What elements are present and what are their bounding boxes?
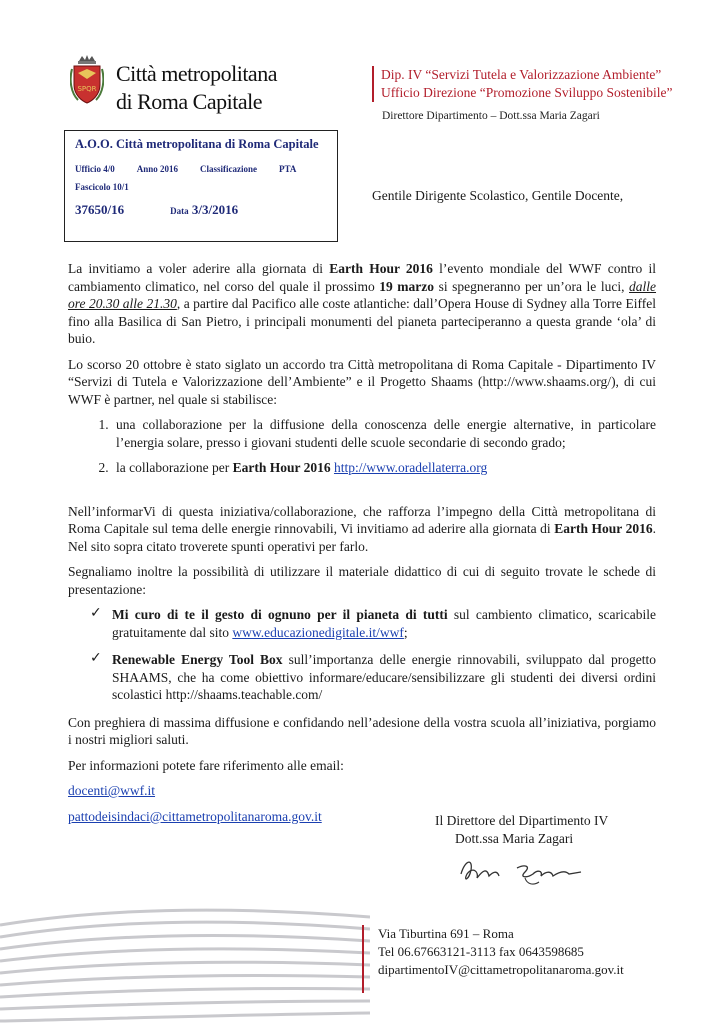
handwritten-signature [455, 852, 585, 890]
earth-hour-strong: Earth Hour 2016 [554, 521, 653, 536]
time-emphasis: dalle ore 20.30 alle 21.30 [68, 278, 657, 311]
email-link-pattodeisindaci[interactable]: pattodeisindaci@cittametropolitanaroma.gov.it [68, 808, 322, 824]
protocol-classificazione: Classificazione [200, 164, 258, 174]
decorative-footer-lines [0, 895, 370, 1024]
protocol-number-row [75, 202, 327, 218]
text: l’evento mondiale del WWF contro il cambiamento climatico, nel corso del quale il prossimo [68, 261, 656, 294]
protocol-fascicolo-row [75, 182, 327, 192]
material-title: Renewable Energy Tool Box [112, 652, 283, 667]
protocol-number: 37650/16 [75, 202, 125, 217]
text: sul cambiento climatico, scaricabile gratuitamente dal sito [112, 607, 656, 640]
svg-text:SPQR: SPQR [77, 85, 97, 93]
signatory-name: Dott.ssa Maria Zagari [455, 831, 574, 846]
paragraph-agreement: Lo scorso 20 ottobre è stato siglato un accordo tra Città metropolitana di Roma Capitale - Dipartimento IV “Servizi di Tutela e Valorizzazione dell’Ambiente” e il Progetto Shaams (http://www.shaams.org/), di cui WWF è partner, nel quale si stabilisce: [68, 356, 656, 407]
text: Nell’informarVi di questa iniziativa/collaborazione, che rafforza l’impegno della Città metropolitana di Roma Capitale sul tema delle energie rinnovabili, Vi invitiamo ad aderire alla giornata di [68, 503, 656, 536]
text: . Nel sito sopra citato troverete spunti operativi per farlo. [68, 521, 656, 554]
protocol-date-label: Data [170, 206, 189, 216]
protocol-anno: Anno 2016 [136, 164, 179, 174]
footer-email-line: dipartimentoIV@cittametropolitanaroma.gov.it [378, 962, 624, 977]
text: , a partire dal Pacifico alle coste atlantiche: dall’Opera House di Sydney alla Torre Eiffel fino alla Basilica di San Pietro, i principali monumenti del pianeta parteciperanno a questa grande ‘ola’ di buio. [68, 296, 656, 346]
earth-hour-strong: Earth Hour 2016 [329, 261, 433, 276]
signatory-role: Il Direttore del Dipartimento IV [435, 813, 609, 828]
letter-body [68, 260, 656, 833]
material-title: Mi curo di te il gesto di ognuno per il pianeta di tutti [112, 607, 448, 622]
materials-list [68, 606, 656, 704]
email-line [68, 782, 656, 800]
protocol-title: A.O.O. Città metropolitana di Roma Capitale [75, 137, 319, 151]
department-heading [372, 66, 672, 102]
oradellaterra-link[interactable]: http://www.oradellaterra.org [333, 460, 488, 475]
text: sull’importanza delle energie rinnovabili, sviluppato dal progetto SHAAMS, che ha come obiettivo informare/educare/sensibilizzare gli studenti dei diversi ordini scolastici http://shaams.teachable.com/ [112, 652, 656, 702]
footer-address-line: Via Tiburtina 691 – Roma [378, 926, 514, 941]
paragraph-earth-hour [68, 260, 656, 348]
org-name-line2: di Roma Capitale [116, 89, 262, 114]
protocol-ufficio: Ufficio 4/0 [75, 164, 115, 174]
text: si spegneranno per un’ora le luci, [434, 278, 630, 294]
org-name-line1: Città metropolitana [116, 61, 277, 86]
protocol-meta-row [75, 164, 327, 174]
list-item [112, 459, 656, 477]
paragraph-materials: Segnaliamo inoltre la possibilità di utilizzare il materiale didattico di cui di seguito trovate le schede di presentazione: [68, 564, 656, 597]
educazionedigitale-link[interactable]: www.educazionedigitale.it/wwf [232, 624, 404, 640]
checkmark-icon: ✓ [90, 650, 102, 666]
text: la collaborazione per [116, 460, 233, 475]
protocol-stamp [64, 130, 338, 242]
organization-name [116, 60, 277, 116]
protocol-date: 3/3/2016 [191, 202, 239, 217]
text: ; [403, 624, 408, 640]
list-item [90, 606, 656, 641]
signature-block [435, 812, 608, 848]
text: La invitiamo a voler aderire alla giornata di [68, 261, 330, 276]
protocol-pta: PTA [279, 164, 297, 174]
date-strong: 19 marzo [379, 278, 435, 294]
email-link-wwf[interactable]: docenti@wwf.it [68, 783, 156, 798]
footer-phone-line: Tel 06.67663121-3113 fax 0643598685 [378, 944, 584, 959]
greeting: Gentile Dirigente Scolastico, Gentile Docente, [372, 188, 624, 203]
footer-contact [362, 925, 624, 993]
office-line: Ufficio Direzione “Promozione Sviluppo Sostenibile” [381, 85, 673, 100]
earth-hour-strong: Earth Hour 2016 [232, 460, 331, 475]
department-line: Dip. IV “Servizi Tutela e Valorizzazione Ambiente” [381, 67, 662, 82]
list-item: 1. una collaborazione per la diffusione della conoscenza delle energie alternative, in particolare l’energia solare, presso i giovani studenti delle scuole secondarie di secondo grado; [112, 416, 656, 451]
checkmark-icon: ✓ [90, 605, 102, 621]
paragraph-invitation [68, 503, 656, 556]
protocol-fascicolo: Fascicolo 10/1 [75, 182, 129, 192]
agreement-list [68, 416, 656, 477]
coat-of-arms-logo [70, 55, 104, 105]
paragraph-closing: Con preghiera di massima diffusione e confidando nell’adesione della vostra scuola all’iniziativa, porgiamo i nostri migliori saluti. [68, 714, 656, 747]
list-item [90, 651, 656, 704]
director-header: Direttore Dipartimento – Dott.ssa Maria Zagari [382, 110, 600, 122]
paragraph-contacts: Per informazioni potete fare riferimento alle email: [68, 757, 344, 773]
